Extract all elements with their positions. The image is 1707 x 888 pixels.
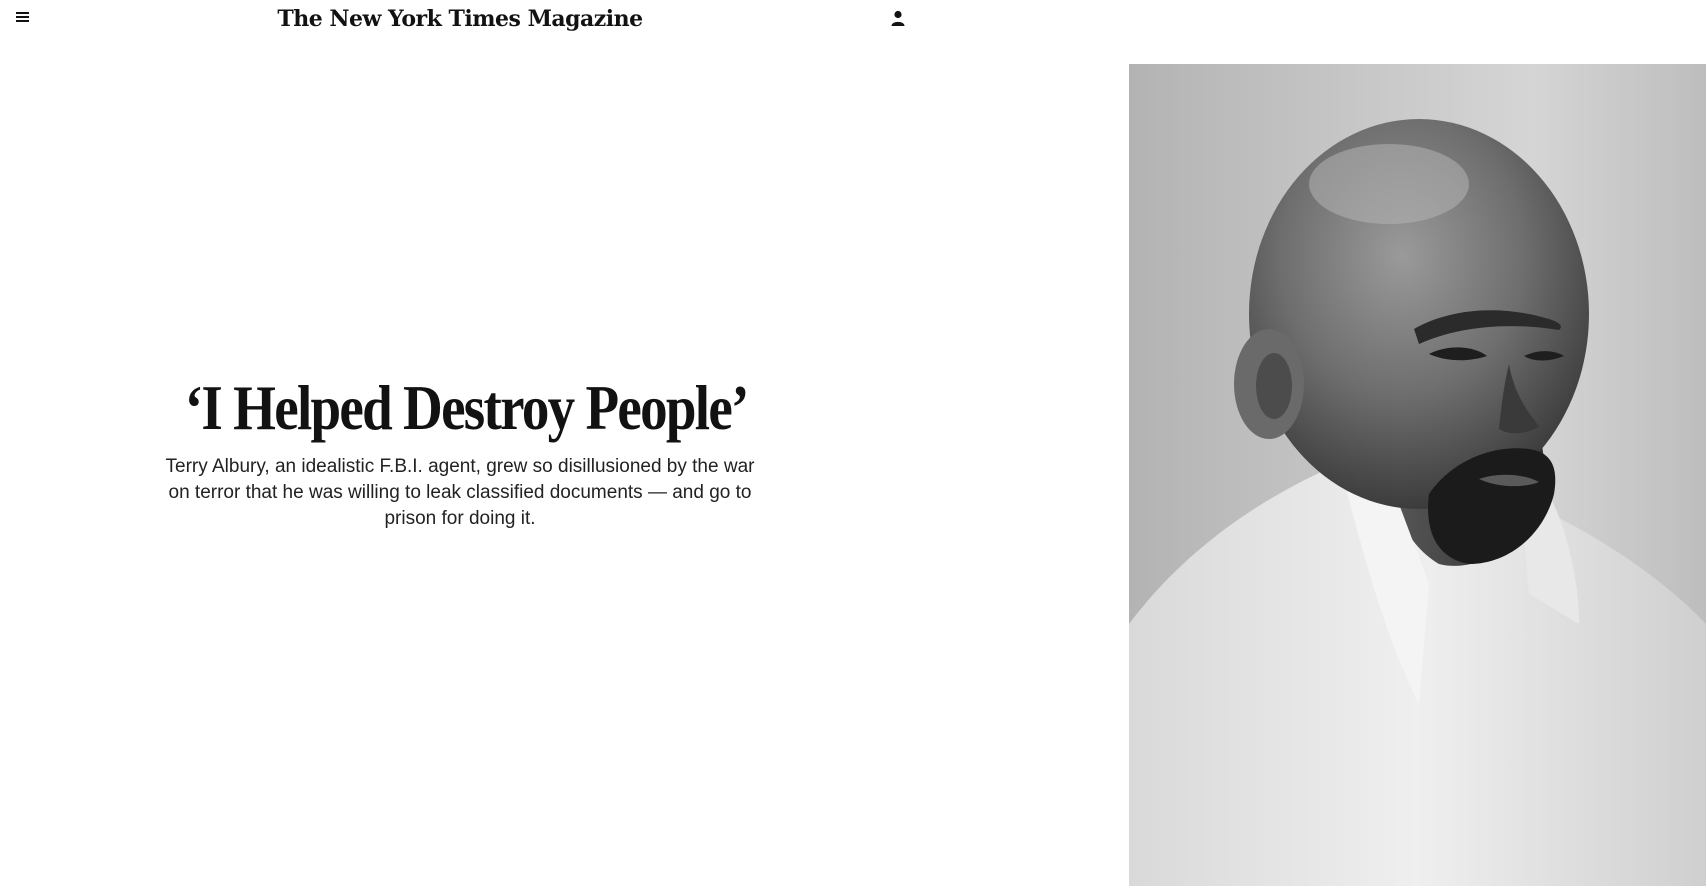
site-logo[interactable]: The New York Times Magazine bbox=[277, 6, 643, 32]
hamburger-menu-icon[interactable] bbox=[14, 9, 31, 25]
portrait-photo bbox=[1129, 64, 1706, 886]
user-account-icon[interactable] bbox=[889, 9, 907, 27]
site-header bbox=[0, 0, 1707, 40]
article-summary: Terry Albury, an idealistic F.B.I. agent, grew so disillusioned by the war on terror that he was willing to leak classified documents — and go to prison for doing it. bbox=[165, 456, 755, 529]
article-hero-text bbox=[140, 372, 780, 532]
article-headline: ‘I Helped Destroy People’ bbox=[184, 372, 748, 443]
